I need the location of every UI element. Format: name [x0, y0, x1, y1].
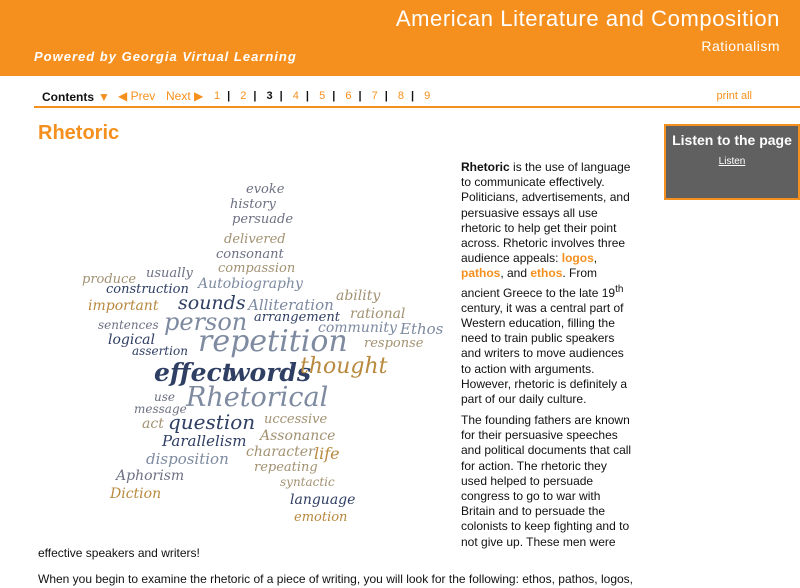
wordcloud-word: uccessive: [264, 412, 328, 427]
wordcloud-word: disposition: [146, 450, 229, 468]
wordcloud-word: rational: [350, 306, 406, 322]
page-separator: |: [358, 90, 362, 102]
wordcloud-word: ability: [336, 288, 381, 304]
page-separator: |: [279, 90, 283, 102]
wordcloud-word: character: [246, 444, 315, 460]
wordcloud-word: message: [134, 402, 187, 416]
page-link-4[interactable]: 4: [292, 90, 299, 102]
wordcloud-word: Aphorism: [116, 468, 185, 484]
wordcloud-word: life: [314, 444, 340, 463]
rhetoric-word-cloud-image: [60, 170, 460, 540]
rhetoric-intro-paragraph: [461, 160, 636, 407]
wordcloud-word: effect: [154, 358, 234, 387]
paragraph-text: is the use of language to communicate effectively. Politicians, advertisements, and persuasive essays all use rhetoric to help get their point across. Rhetoric involves three audience appeals:: [461, 160, 631, 266]
course-title: American Literature and Composition: [395, 6, 780, 31]
page-separator: |: [384, 90, 388, 102]
print-all-link[interactable]: print all: [716, 90, 752, 102]
wordcloud-word: construction: [106, 282, 189, 297]
founding-fathers-paragraph: The founding fathers are known for their persuasive speeches and political documents that call for action. The rhetoric they used helped to persuade congress to go to war with Britain and to persuade the colonists to keep fighting and to not give up. These men were: [461, 413, 632, 549]
wordcloud-word: Diction: [110, 486, 162, 502]
page-link-7[interactable]: 7: [371, 90, 378, 102]
wordcloud-word: person: [164, 308, 248, 336]
pathos-link[interactable]: pathos: [461, 266, 501, 281]
wordcloud-word: emotion: [294, 510, 348, 525]
wordcloud-word: Autobiography: [198, 276, 303, 292]
wordcloud-word: use: [154, 390, 175, 404]
logos-link[interactable]: logos: [561, 251, 594, 266]
chevron-down-icon[interactable]: ▼: [98, 90, 110, 104]
wordcloud-word: logical: [108, 332, 156, 348]
unit-title: Rationalism: [701, 38, 780, 54]
wordcloud-word: sentences: [98, 318, 159, 332]
wordcloud-word: delivered: [224, 232, 286, 247]
navigation-bar: [34, 86, 800, 108]
wordcloud-word: community: [318, 320, 397, 336]
rhetoric-term: Rhetoric: [461, 160, 510, 174]
page-separator: |: [332, 90, 336, 102]
page-link-2[interactable]: 2: [240, 90, 247, 102]
powered-by-label: Powered by Georgia Virtual Learning: [34, 49, 297, 64]
wordcloud-word: Ethos: [400, 320, 444, 338]
paragraph-text: . From ancient Greece to the late 19: [461, 266, 616, 300]
page-link-1[interactable]: 1: [214, 90, 221, 102]
contents-menu-button[interactable]: Contents: [42, 90, 94, 104]
wordcloud-word: sounds: [178, 292, 246, 314]
page-separator: |: [410, 90, 415, 102]
listen-panel: [664, 124, 800, 200]
wordcloud-word: important: [88, 298, 159, 314]
page-link-8[interactable]: 8: [397, 90, 404, 102]
founding-fathers-paragraph-continuation: effective speakers and writers!: [38, 546, 200, 560]
paragraph-text: , and: [500, 266, 531, 281]
page-link-9[interactable]: 9: [424, 90, 431, 102]
wordcloud-word: repeating: [254, 460, 318, 475]
wordcloud-word: act: [142, 416, 164, 432]
page-link-5[interactable]: 5: [319, 90, 326, 102]
page-link-6[interactable]: 6: [345, 90, 352, 102]
wordcloud-word: assertion: [132, 344, 188, 358]
page-separator: |: [253, 90, 257, 102]
wordcloud-word: Parallelism: [162, 432, 247, 450]
listen-link[interactable]: Listen: [718, 156, 746, 167]
listen-title: Listen to the page: [672, 132, 792, 148]
wordcloud-word: response: [364, 336, 424, 351]
ethos-link[interactable]: ethos: [530, 266, 563, 281]
wordcloud-word: Alliteration: [248, 296, 334, 314]
wordcloud-word: produce: [82, 272, 137, 287]
wordcloud-word: words: [228, 358, 311, 387]
wordcloud-word: usually: [146, 266, 193, 281]
prev-page-link[interactable]: ◀ Prev: [118, 89, 156, 103]
page-separator: |: [227, 90, 231, 102]
superscript-th: th: [615, 283, 624, 295]
wordcloud-word: Rhetorical: [186, 382, 329, 413]
wordcloud-word: evoke: [246, 182, 285, 197]
header-banner: [0, 0, 800, 76]
wordcloud-word: consonant: [216, 247, 284, 262]
wordcloud-word: compassion: [218, 261, 296, 276]
wordcloud-word: language: [290, 492, 356, 508]
wordcloud-word: persuade: [232, 212, 294, 227]
wordcloud-word: arrangement: [254, 310, 340, 325]
paragraph-text: ,: [593, 251, 598, 266]
wordcloud-word: Assonance: [260, 428, 336, 444]
next-page-link[interactable]: Next ▶: [166, 89, 204, 103]
wordcloud-word: thought: [300, 354, 388, 379]
wordcloud-word: repetition: [198, 324, 348, 359]
page-link-3-current[interactable]: 3: [266, 90, 273, 102]
page-title: Rhetoric: [38, 122, 120, 144]
examine-rhetoric-paragraph: When you begin to examine the rhetoric of a piece of writing, you will look for the following: ethos, pathos, logos,: [38, 572, 633, 586]
wordcloud-word: syntactic: [280, 475, 335, 489]
wordcloud-word: question: [168, 410, 256, 434]
page-separator: |: [305, 90, 309, 102]
page-number-list: [214, 90, 437, 102]
paragraph-text: century, it was a central part of Western education, filling the need to train public speakers and writers to move audiences to action with arguments. However, rhetoric is definitely a part of our daily culture.: [461, 300, 628, 407]
wordcloud-word: history: [230, 197, 276, 212]
